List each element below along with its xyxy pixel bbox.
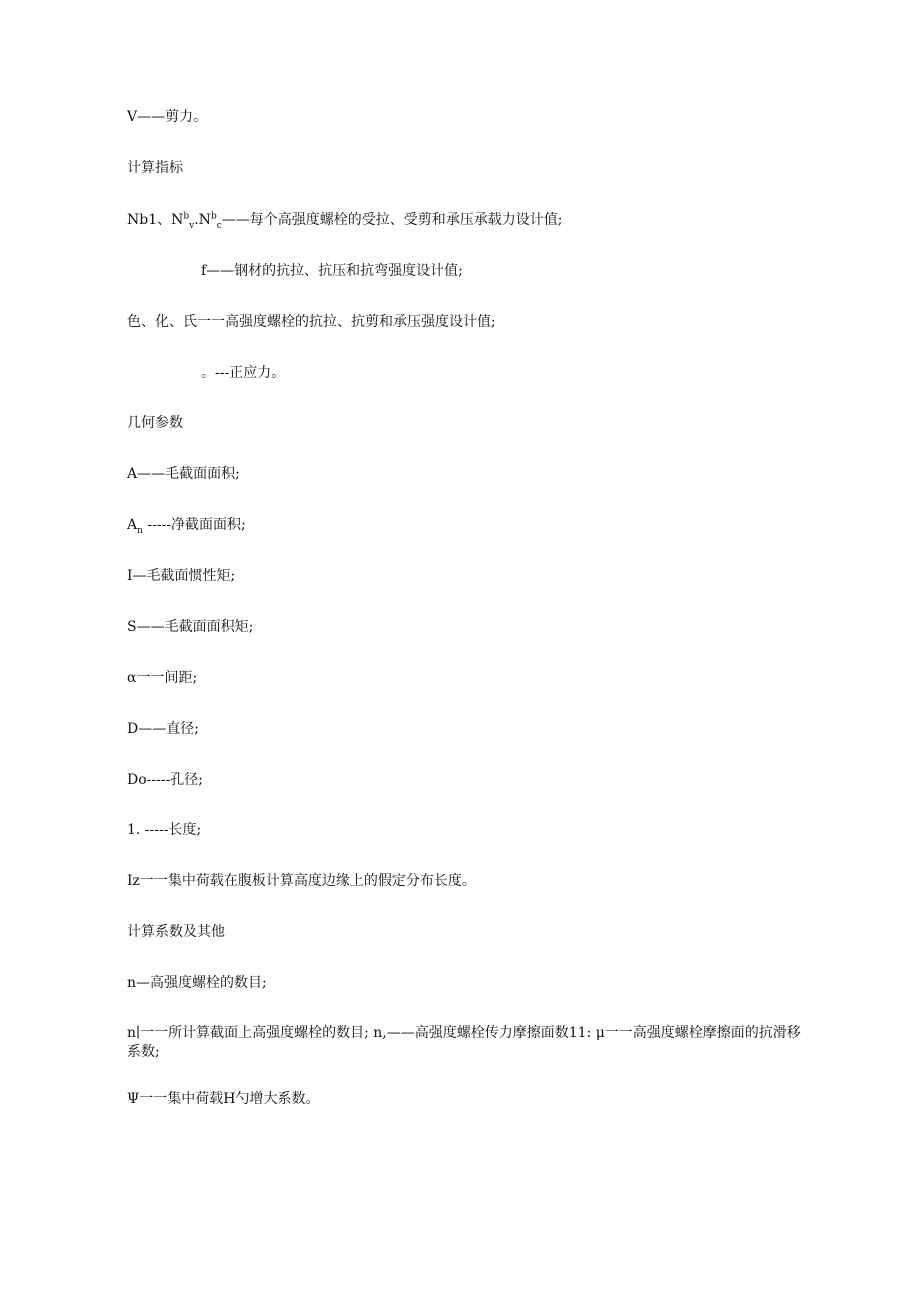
text-fragment: -----净截面面积; [142, 517, 246, 533]
text-line: 。---正应力。 [201, 365, 286, 381]
subscript: v [189, 220, 195, 231]
text-line: S——毛截面面积矩; [127, 619, 254, 635]
text-line: f——钢材的抗拉、抗压和抗弯强度设计值; [201, 263, 463, 279]
text-paragraph: n∣一一所计算截面上高强度螺栓的数目; n,——高强度螺栓传力摩擦面数11: μ一一高强度螺栓摩擦面的抗滑移系数; [127, 1025, 801, 1060]
section-heading: 几何参数 [127, 415, 183, 431]
text-line: A——毛截面面积; [127, 466, 240, 482]
subscript: c [216, 220, 222, 231]
text-line: n—高强度螺栓的数目; [127, 975, 267, 991]
text-line [127, 515, 807, 535]
subscript: n [137, 525, 143, 536]
text-fragment: A [127, 517, 138, 533]
superscript: b [210, 211, 217, 222]
text-line: α一一间距; [127, 670, 198, 686]
text-line: D——直径; [127, 721, 199, 737]
text-line: I—毛截面惯性矩; [127, 568, 236, 584]
text-line [127, 210, 807, 230]
superscript: b [183, 211, 190, 222]
text-line: Iz一一集中荷载在腹板计算高度边缘上的假定分布长度。 [127, 873, 476, 889]
text-fragment: .N [194, 212, 211, 228]
text-line: 1. -----长度; [127, 822, 202, 838]
text-fragment: Nb1、N [127, 212, 184, 228]
section-heading: 计算指标 [127, 160, 183, 176]
text-line: Ψ一一集中荷载H勺增大系数。 [127, 1091, 320, 1107]
section-heading: 计算系数及其他 [127, 924, 225, 940]
text-fragment: ——每个高强度螺栓的受拉、受剪和承压承载力设计值; [221, 212, 563, 228]
text-line: 色、化、氏一一高强度螺栓的抗拉、抗剪和承压强度设计值; [127, 314, 496, 330]
text-line: Do-----孔径; [127, 772, 204, 788]
text-line: V——剪力。 [127, 109, 208, 125]
